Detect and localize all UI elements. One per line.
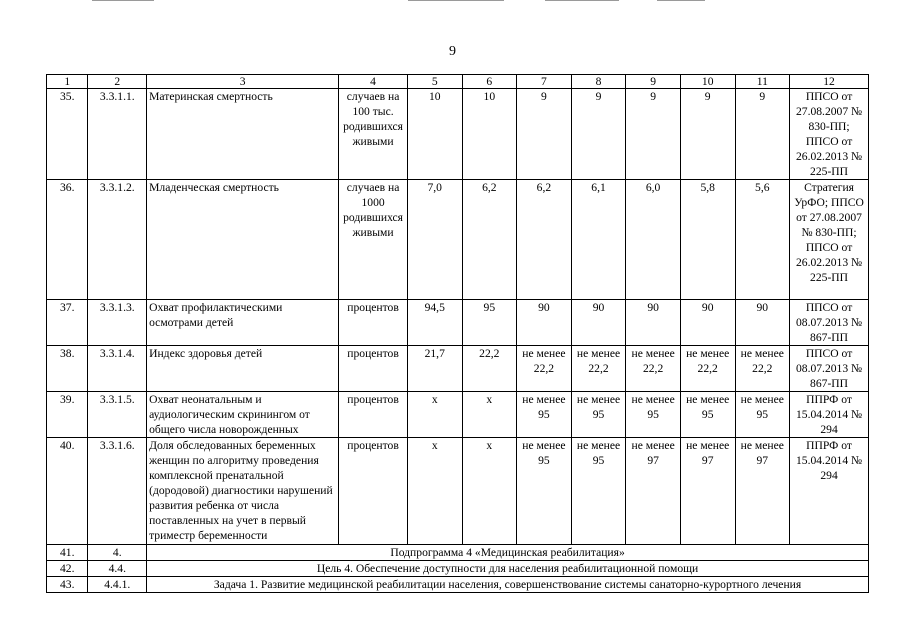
- value-col-8: 6,1: [571, 180, 626, 300]
- value-col-6: 6,2: [462, 180, 517, 300]
- unit: процентов: [339, 346, 408, 392]
- value-col-8: не менее 22,2: [571, 346, 626, 392]
- column-number: 1: [47, 75, 88, 89]
- value-col-10: не менее 22,2: [680, 346, 735, 392]
- legal-basis: ППРФ от 15.04.2014 № 294: [790, 438, 869, 545]
- value-col-7: 90: [517, 300, 572, 346]
- row-number: 39.: [47, 392, 88, 438]
- value-col-11: не менее 22,2: [735, 346, 790, 392]
- value-col-5: 21,7: [407, 346, 462, 392]
- row-number: 40.: [47, 438, 88, 545]
- scan-artifact-line: [408, 0, 504, 1]
- legal-basis: Стратегия УрФО; ППСО от 27.08.2007 № 830-ПП; ППСО от 26.02.2013 № 225-ПП: [790, 180, 869, 300]
- indicators-table: [46, 74, 869, 593]
- indicator-code: 4.4.1.: [88, 577, 147, 593]
- row-number: 38.: [47, 346, 88, 392]
- legal-basis: ППРФ от 15.04.2014 № 294: [790, 392, 869, 438]
- value-col-11: не менее 97: [735, 438, 790, 545]
- section-row: [47, 577, 869, 593]
- table-row: [47, 438, 869, 545]
- value-col-10: 5,8: [680, 180, 735, 300]
- unit: процентов: [339, 438, 408, 545]
- value-col-8: не менее 95: [571, 438, 626, 545]
- value-col-6: х: [462, 438, 517, 545]
- value-col-6: 95: [462, 300, 517, 346]
- value-col-11: 5,6: [735, 180, 790, 300]
- column-number: 10: [680, 75, 735, 89]
- table-row: [47, 392, 869, 438]
- value-col-9: не менее 95: [626, 392, 681, 438]
- unit: процентов: [339, 300, 408, 346]
- value-col-10: 90: [680, 300, 735, 346]
- value-col-7: 6,2: [517, 180, 572, 300]
- column-number: 8: [571, 75, 626, 89]
- column-number: 5: [407, 75, 462, 89]
- value-col-6: 10: [462, 89, 517, 180]
- row-number: 36.: [47, 180, 88, 300]
- indicator-name: Охват неонатальным и аудиологическим скринингом от общего числа новорожденных: [147, 392, 339, 438]
- scan-artifact-line: [545, 0, 619, 1]
- value-col-6: х: [462, 392, 517, 438]
- row-number: 41.: [47, 545, 88, 561]
- section-row: [47, 561, 869, 577]
- value-col-5: х: [407, 438, 462, 545]
- row-number: 35.: [47, 89, 88, 180]
- value-col-10: 9: [680, 89, 735, 180]
- value-col-10: не менее 95: [680, 392, 735, 438]
- section-title: Подпрограмма 4 «Медицинская реабилитация»: [147, 545, 869, 561]
- value-col-5: х: [407, 392, 462, 438]
- value-col-11: не менее 95: [735, 392, 790, 438]
- scan-artifact-line: [92, 0, 154, 1]
- table-row: [47, 300, 869, 346]
- value-col-11: 9: [735, 89, 790, 180]
- unit: процентов: [339, 392, 408, 438]
- scan-artifact-line: [657, 0, 705, 1]
- row-number: 43.: [47, 577, 88, 593]
- value-col-6: 22,2: [462, 346, 517, 392]
- table-row: [47, 89, 869, 180]
- column-number: 12: [790, 75, 869, 89]
- column-number: 2: [88, 75, 147, 89]
- section-title: Задача 1. Развитие медицинской реабилитации населения, совершенствование системы санаторно-курортного лечения: [147, 577, 869, 593]
- value-col-9: 9: [626, 89, 681, 180]
- column-number-row: [47, 75, 869, 89]
- value-col-7: не менее 95: [517, 438, 572, 545]
- indicator-code: 3.3.1.5.: [88, 392, 147, 438]
- column-number: 4: [339, 75, 408, 89]
- indicator-code: 4.4.: [88, 561, 147, 577]
- table-row: [47, 180, 869, 300]
- indicator-name: Материнская смертность: [147, 89, 339, 180]
- column-number: 6: [462, 75, 517, 89]
- legal-basis: ППСО от 08.07.2013 № 867-ПП: [790, 300, 869, 346]
- indicator-name: Охват профилактическими осмотрами детей: [147, 300, 339, 346]
- column-number: 9: [626, 75, 681, 89]
- indicator-code: 3.3.1.1.: [88, 89, 147, 180]
- value-col-5: 94,5: [407, 300, 462, 346]
- column-number: 11: [735, 75, 790, 89]
- indicator-name: Индекс здоровья детей: [147, 346, 339, 392]
- indicator-code: 3.3.1.3.: [88, 300, 147, 346]
- value-col-9: 90: [626, 300, 681, 346]
- value-col-7: 9: [517, 89, 572, 180]
- value-col-9: 6,0: [626, 180, 681, 300]
- value-col-8: 9: [571, 89, 626, 180]
- unit: случаев на 100 тыс. родившихся живыми: [339, 89, 408, 180]
- legal-basis: ППСО от 27.08.2007 № 830-ПП; ППСО от 26.02.2013 № 225-ПП: [790, 89, 869, 180]
- value-col-8: не менее 95: [571, 392, 626, 438]
- row-number: 42.: [47, 561, 88, 577]
- section-title: Цель 4. Обеспечение доступности для населения реабилитационной помощи: [147, 561, 869, 577]
- column-number: 3: [147, 75, 339, 89]
- indicator-name: Доля обследованных беременных женщин по алгоритму проведения комплексной пренатальной (дородовой) диагностики нарушений развития ребенка от числа поставленных на учет в первый триместр беременности: [147, 438, 339, 545]
- indicator-code: 3.3.1.4.: [88, 346, 147, 392]
- table-row: [47, 346, 869, 392]
- value-col-9: не менее 22,2: [626, 346, 681, 392]
- value-col-7: не менее 22,2: [517, 346, 572, 392]
- value-col-5: 10: [407, 89, 462, 180]
- unit: случаев на 1000 родившихся живыми: [339, 180, 408, 300]
- value-col-8: 90: [571, 300, 626, 346]
- value-col-7: не менее 95: [517, 392, 572, 438]
- page-number: 9: [449, 44, 456, 59]
- section-row: [47, 545, 869, 561]
- indicator-code: 3.3.1.6.: [88, 438, 147, 545]
- value-col-5: 7,0: [407, 180, 462, 300]
- value-col-10: не менее 97: [680, 438, 735, 545]
- row-number: 37.: [47, 300, 88, 346]
- value-col-11: 90: [735, 300, 790, 346]
- column-number: 7: [517, 75, 572, 89]
- indicator-name: Младенческая смертность: [147, 180, 339, 300]
- value-col-9: не менее 97: [626, 438, 681, 545]
- indicator-code: 4.: [88, 545, 147, 561]
- indicator-code: 3.3.1.2.: [88, 180, 147, 300]
- legal-basis: ППСО от 08.07.2013 № 867-ПП: [790, 346, 869, 392]
